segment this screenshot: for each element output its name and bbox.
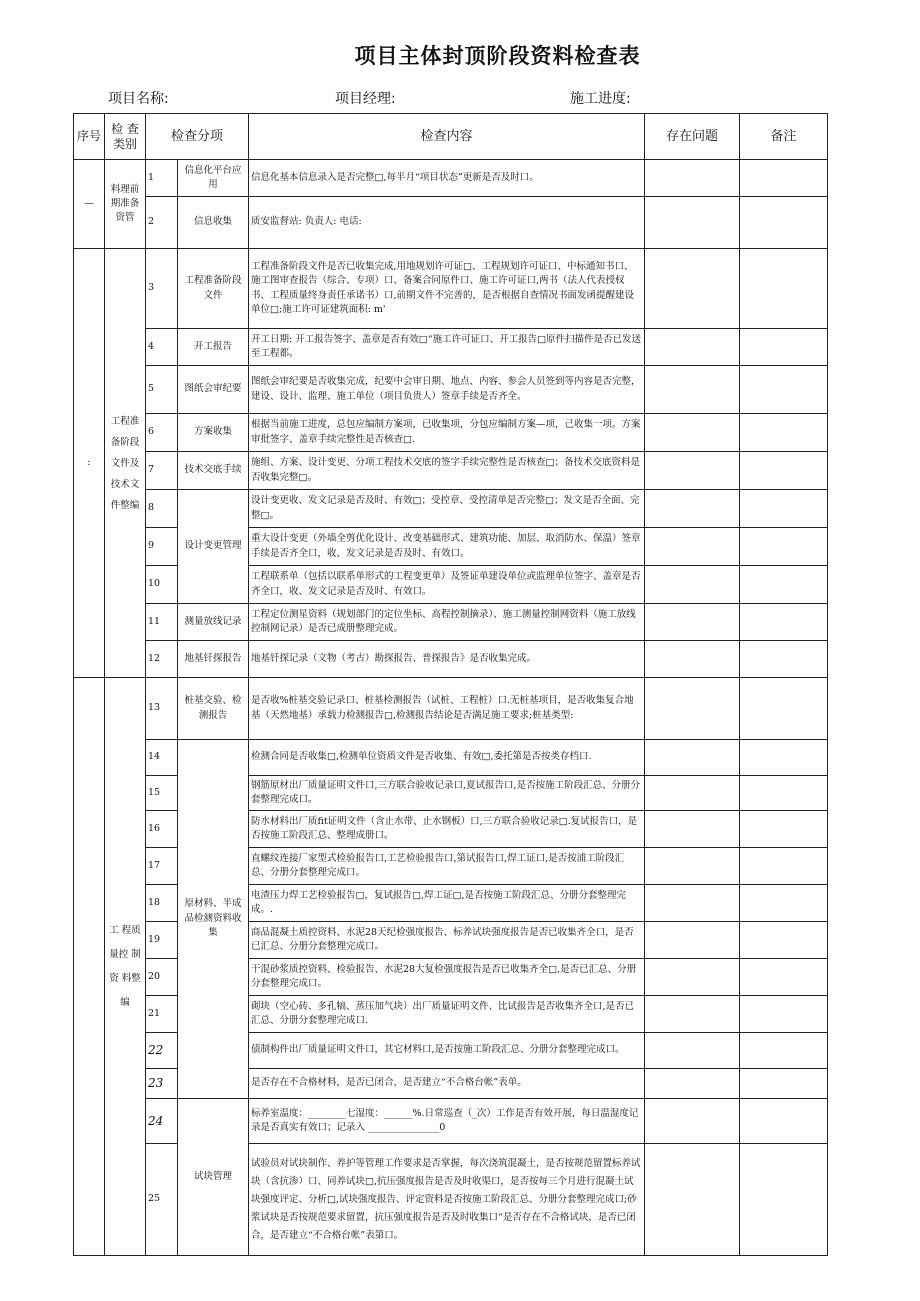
row-number: 4 (146, 329, 178, 366)
row-number: 11 (146, 604, 178, 641)
issue-cell[interactable] (645, 249, 740, 329)
issue-cell[interactable] (645, 1033, 740, 1069)
row-subitem: 测量放线记录 (178, 604, 249, 641)
row-content: 是否收%桩基交验记录口、桩基检测报告（试桩、工程桩）口.无桩基项目，是否收集复合地基（天然地基）承载力检测报告□,检测报告结论是否满足施工要求;桩基类型: (249, 678, 645, 740)
table-row (74, 641, 828, 678)
table-row (74, 329, 828, 366)
issue-cell[interactable] (645, 922, 740, 959)
issue-cell[interactable] (645, 528, 740, 566)
remark-cell[interactable] (740, 996, 828, 1033)
row-number: 3 (146, 249, 178, 329)
remark-cell[interactable] (740, 1099, 828, 1144)
row-content: 钢筋原材出厂质量证明文件口,三方联合验收记录口,夏试报告口,是否按施工阶段汇总、分册分套整理完成口。 (249, 776, 645, 811)
remark-cell[interactable] (740, 528, 828, 566)
row-number: 19 (146, 922, 178, 959)
row-content: 工程准备阶段文件是否已收集完成,用地规划许可证□、工程规划许可证口、中标通知书口、施工图审查报告（综合、专项）口、备案合同原件口、施工许可证口,两书（法人代表授权书、工程质量终身责任承诺书）口,前期文件不完善的，是否根据自查情况书面发函提醒建设单位□;施工许可证建筑面积: m' (249, 249, 645, 329)
table-row (74, 452, 828, 490)
row-number: 25 (146, 1144, 178, 1256)
construction-progress-label: 施工进度: (570, 91, 631, 107)
row-content: 砌块（空心砖、多孔犒、蒸压加气块）出厂质量证明文件、比试报告是否收集齐全口,是否已汇总、分册分套整理完成口. (249, 996, 645, 1033)
table-row (74, 740, 828, 776)
row-number: 7 (146, 452, 178, 490)
remark-cell[interactable] (740, 922, 828, 959)
row-content: 干混砂浆质控资料、检验报告、水泥28大复检强度报告是否已收集齐全□,是否已汇总、分册分套整理完成口。 (249, 959, 645, 996)
row-subitem: 设计变更管理 (178, 490, 249, 604)
row-number: 21 (146, 996, 178, 1033)
row-subitem: 试块管理 (178, 1099, 249, 1256)
row-content: 标养室温度：________七湿度：______%.日常巡查（_次）工作是否有效开展，每日温湿度记录是否真实有效口；记录入 _______________0 (249, 1099, 645, 1144)
row-content: 防水材料出厂质fit证明文件（含止水带、止水钢板）口,三方联合验收记录□.复试报告口，是否按施工阶段汇总、整理成册口。 (249, 811, 645, 848)
row-content: 图纸会审纪要是否收集完成，纪要中会审日期、地点、内容、参会人员签到等内容是否完整，建设、设计、监理、施工单位（项目负贵人）签章手续是否齐全。 (249, 366, 645, 414)
row-content: 质安监督站: 负责人: 电话: (249, 197, 645, 249)
row-subitem: 信息化平台应用 (178, 160, 249, 197)
remark-cell[interactable] (740, 452, 828, 490)
row-number: 17 (146, 848, 178, 885)
row-content: 电渣压力焊工艺检验报告□，复试报告□,焊工证□,是否按施工阶段汇总、分册分套整理完成。. (249, 885, 645, 922)
table-row (74, 490, 828, 528)
row-number: 14 (146, 740, 178, 776)
col-subitem: 检查分项 (146, 114, 249, 160)
col-type: 检 查类别 (105, 114, 146, 160)
remark-cell[interactable] (740, 160, 828, 197)
row-content: 工程联系单（包括以联系单形式的工程变更单）及签证单建设单位或监理单位签字、盖章是否齐全口，收、发文记录是否及时、有效口。 (249, 566, 645, 604)
remark-cell[interactable] (740, 249, 828, 329)
remark-cell[interactable] (740, 678, 828, 740)
issue-cell[interactable] (645, 1144, 740, 1256)
row-number: 13 (146, 678, 178, 740)
col-issues: 存在问题 (645, 114, 740, 160)
project-manager-label: 项目经理: (335, 91, 396, 107)
issue-cell[interactable] (645, 959, 740, 996)
issue-cell[interactable] (645, 811, 740, 848)
table-row (74, 414, 828, 452)
issue-cell[interactable] (645, 197, 740, 249)
row-content: 地基钎探记录（文物（考古）勘探报告、普探报告》是否收集完成。 (249, 641, 645, 678)
table-row (74, 678, 828, 740)
issue-cell[interactable] (645, 678, 740, 740)
row-content: 是否存在不合格材料，是否已闭合，是否建立“不合格台帐”表单。 (249, 1069, 645, 1099)
row-content: 根据当前施工进度，总包应编制方案项，已收集项，分包应编制方案—项，己收集一项。方案审批签字、盖章手续完整性是否核查□. (249, 414, 645, 452)
row-number: 2 (146, 197, 178, 249)
remark-cell[interactable] (740, 566, 828, 604)
row-number: 1 (146, 160, 178, 197)
remark-cell[interactable] (740, 1033, 828, 1069)
inspection-table (73, 113, 828, 1256)
row-subitem: 开工报告 (178, 329, 249, 366)
issue-cell[interactable] (645, 566, 740, 604)
remark-cell[interactable] (740, 1069, 828, 1099)
row-number: 10 (146, 566, 178, 604)
row-number: 20 (146, 959, 178, 996)
row-subitem: 方案收集 (178, 414, 249, 452)
issue-cell[interactable] (645, 604, 740, 641)
row-number: 18 (146, 885, 178, 922)
col-remarks: 备注 (740, 114, 828, 160)
row-subitem: 桩基交验、检测报告 (178, 678, 249, 740)
table-row (74, 197, 828, 249)
issue-cell[interactable] (645, 740, 740, 776)
issue-cell[interactable] (645, 996, 740, 1033)
row-content: 商品混凝土质控资料、水泥28天纪检强度报告、标养试块强度报告是否已收集齐全口，是否已汇总、分册分套整理完成口。 (249, 922, 645, 959)
row-subitem: 原材料、半成品检测资料收集 (178, 740, 249, 1099)
remark-cell[interactable] (740, 197, 828, 249)
row-number: 12 (146, 641, 178, 678)
row-number: 5 (146, 366, 178, 414)
remark-cell[interactable] (740, 641, 828, 678)
remark-cell[interactable] (740, 366, 828, 414)
remark-cell[interactable] (740, 414, 828, 452)
row-content: 直螺纹连接厂家型式检验报告口,工艺检验报告口,第试报告口,焊工证口,是否按浦工阶段汇总、分册分套整理完成口。 (249, 848, 645, 885)
remark-cell[interactable] (740, 490, 828, 528)
remark-cell[interactable] (740, 885, 828, 922)
project-name-label: 项目名称: (108, 91, 169, 107)
row-number: 16 (146, 811, 178, 848)
row-subitem: 工程准备阶段文件 (178, 249, 249, 329)
row-content: 设计变更收、发文记录是否及时、有效□；受控章、受控清单是否完整□；发文是否全面、完整□。 (249, 490, 645, 528)
remark-cell[interactable] (740, 811, 828, 848)
row-number: 24 (146, 1099, 178, 1144)
section-category: 工 程质 量控 制资 料整编 (105, 678, 146, 1256)
row-content: 检测合同是否收集□,检测单位资质文件是否收集、有效□,委托第是否按类存档口. (249, 740, 645, 776)
row-content: 施组、方案、设计变更、分项工程技术交底的签字手续完整性是否核查□；备技术交底资料是否收集完整□。 (249, 452, 645, 490)
row-content: 试验员对试块制作、养护等管理工作要求是否掌握，每次浇筑混凝土，是否按规范留置标养试块（含抗渗）口、同养试块□,抗压强度报告是否及时收渠口，是否按每三个月进行混凝土试块强度评定、分析□,试块强度报告、评定资料是否按施工阶段汇总、分册分套整理完成口;砂浆试块是否按规范要求留置，抗压强度报告是否及时收集口“是否存在不合格试块，是否已闭合，是否建立“不合格台帐”表第口。 (249, 1144, 645, 1256)
section-category: 料理前期准备资管 (105, 160, 146, 249)
section-seq (74, 678, 105, 1256)
document-title: 项目主体封顶阶段资料检查表 (354, 44, 641, 68)
row-content: 信息化基本信息录入是否完整□,每半月“项目状态”更新是否及时口。 (249, 160, 645, 197)
issue-cell[interactable] (645, 1069, 740, 1099)
col-seq: 序号 (74, 114, 105, 160)
issue-cell[interactable] (645, 414, 740, 452)
remark-cell[interactable] (740, 604, 828, 641)
issue-cell[interactable] (645, 490, 740, 528)
section-category: 工程准备阶段文件及技术文件整编 (105, 249, 146, 678)
remark-cell[interactable] (740, 959, 828, 996)
remark-cell[interactable] (740, 1144, 828, 1256)
remark-cell[interactable] (740, 848, 828, 885)
row-number: 8 (146, 490, 178, 528)
row-content: 开工日期: 开工报告签字、盖章是否有效□“施工许可证口、开工报告□原件扫描件是否已发送至工程都。 (249, 329, 645, 366)
issue-cell[interactable] (645, 848, 740, 885)
row-number: 6 (146, 414, 178, 452)
issue-cell[interactable] (645, 329, 740, 366)
row-number: 15 (146, 776, 178, 811)
issue-cell[interactable] (645, 776, 740, 811)
table-row (74, 160, 828, 197)
row-number: 23 (146, 1069, 178, 1099)
row-subitem: 信息收集 (178, 197, 249, 249)
row-content: 债制构件出厂质量证明文件口，其它材料口,是否按施工阶段汇总、分册分套整理完成口。 (249, 1033, 645, 1069)
row-number: 22 (146, 1033, 178, 1069)
remark-cell[interactable] (740, 329, 828, 366)
row-content: 工程定位测星资料（规划部门的定位坐标、高程控制摘录）、施工测量控制网资料（施工放线控制网记录）是否已成册整理完成。 (249, 604, 645, 641)
table-row (74, 604, 828, 641)
row-subitem: 地基钎探报告 (178, 641, 249, 678)
section-seq: : (74, 249, 105, 678)
row-content: 重大设计变更（外墙全剪优化设计、改变基础形式、建筑功能、加层、取消防水、保温）签章手续是否齐全口，收、发文记录是否及时、有效口。 (249, 528, 645, 566)
table-row (74, 249, 828, 329)
issue-cell[interactable] (645, 885, 740, 922)
row-subitem: 技术交底手续 (178, 452, 249, 490)
col-content: 检查内容 (249, 114, 645, 160)
row-number: 9 (146, 528, 178, 566)
issue-cell[interactable] (645, 366, 740, 414)
issue-cell[interactable] (645, 641, 740, 678)
table-row (74, 1099, 828, 1144)
remark-cell[interactable] (740, 776, 828, 811)
section-seq: — (74, 160, 105, 249)
table-row (74, 366, 828, 414)
table-header-row (74, 114, 828, 160)
issue-cell[interactable] (645, 1099, 740, 1144)
row-subitem: 图纸会审纪要 (178, 366, 249, 414)
remark-cell[interactable] (740, 740, 828, 776)
issue-cell[interactable] (645, 452, 740, 490)
issue-cell[interactable] (645, 160, 740, 197)
